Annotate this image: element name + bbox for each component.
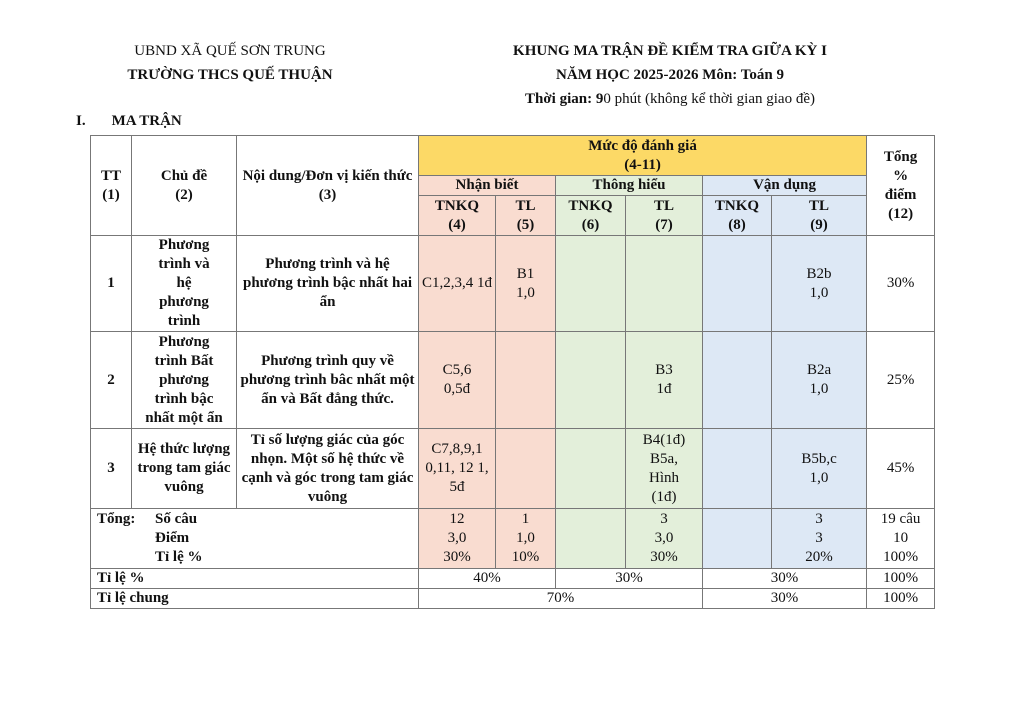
row-content: Phương trình và hệ phương trình bậc nhất hai ẩn: [237, 236, 419, 332]
cell-c9: B2a 1,0: [772, 332, 867, 429]
cell-c4: C5,6 0,5đ: [419, 332, 496, 429]
head-col-5: TL (5): [496, 196, 556, 236]
row-topic: Phương trình và hệ phương trình: [132, 236, 237, 332]
cell-c4: C7,8,9,1 0,11, 12 1,5đ: [419, 429, 496, 509]
totals-label: Tổng: Số câu Điểm Tỉ lệ %: [91, 509, 419, 569]
cell-c8: [703, 429, 772, 509]
ratio-label: Tỉ lệ %: [91, 569, 419, 589]
cell-c8: [703, 236, 772, 332]
general-label: Tỉ lệ chung: [91, 589, 419, 609]
head-col-7: TL (7): [626, 196, 703, 236]
head-topic: Chủ đề (2): [132, 136, 237, 236]
head-col-8: TNKQ (8): [703, 196, 772, 236]
totals-c6: [556, 509, 626, 569]
cell-c5: B1 1,0: [496, 236, 556, 332]
cell-c6: [556, 236, 626, 332]
row-tt: 2: [91, 332, 132, 429]
cell-c7: B3 1đ: [626, 332, 703, 429]
school-year: NĂM HỌC 2025-2026 Môn: Toán 9: [556, 67, 784, 83]
head-content: Nội dung/Đơn vị kiến thức (3): [237, 136, 419, 236]
authority-name: UBND XÃ QUẾ SƠN TRUNG: [134, 43, 326, 59]
table-row: [91, 429, 935, 509]
ratio-van-dung: 30%: [703, 569, 867, 589]
general-row: [91, 589, 935, 609]
cell-c8: [703, 332, 772, 429]
matrix-table: [90, 135, 935, 609]
cell-c5: [496, 332, 556, 429]
row-tt: 3: [91, 429, 132, 509]
ratio-nhan-biet: 40%: [419, 569, 556, 589]
table-row: [91, 236, 935, 332]
cell-c6: [556, 429, 626, 509]
cell-c7: B4(1đ) B5a, Hình (1đ): [626, 429, 703, 509]
head-total: Tổng % điểm (12): [867, 136, 935, 236]
head-tt: TT (1): [91, 136, 132, 236]
totals-c9: 3 3 20%: [772, 509, 867, 569]
cell-c9: B5b,c 1,0: [772, 429, 867, 509]
time-info: Thời gian: 90 phút (không kể thời gian giao đề): [525, 91, 815, 107]
cell-c7: [626, 236, 703, 332]
totals-row: [91, 509, 935, 569]
row-tt: 1: [91, 236, 132, 332]
head-level: Mức độ đánh giá (4-11): [419, 136, 867, 176]
head-col-6: TNKQ (6): [556, 196, 626, 236]
totals-c7: 3 3,0 30%: [626, 509, 703, 569]
row-content: Tỉ số lượng giác của góc nhọn. Một số hệ thức về cạnh và góc trong tam giác vuông: [237, 429, 419, 509]
section-heading: I. MA TRẬN: [76, 113, 182, 129]
table-row: [91, 332, 935, 429]
row-total: 25%: [867, 332, 935, 429]
ratio-total: 100%: [867, 569, 935, 589]
general-total: 100%: [867, 589, 935, 609]
head-van-dung: Vận dụng: [703, 176, 867, 196]
general-van-dung: 30%: [703, 589, 867, 609]
general-nb-th: 70%: [419, 589, 703, 609]
totals-total: 19 câu 10 100%: [867, 509, 935, 569]
row-topic: Hệ thức lượng trong tam giác vuông: [132, 429, 237, 509]
cell-c5: [496, 429, 556, 509]
head-col-9: TL (9): [772, 196, 867, 236]
row-total: 45%: [867, 429, 935, 509]
cell-c6: [556, 332, 626, 429]
head-col-4: TNKQ (4): [419, 196, 496, 236]
totals-c5: 1 1,0 10%: [496, 509, 556, 569]
ratio-thong-hieu: 30%: [556, 569, 703, 589]
school-name: TRƯỜNG THCS QUẾ THUẬN: [127, 67, 333, 83]
ratio-row: [91, 569, 935, 589]
doc-title: KHUNG MA TRẬN ĐỀ KIỂM TRA GIỮA KỲ I: [513, 43, 827, 59]
totals-c8: [703, 509, 772, 569]
head-thong-hieu: Thông hiểu: [556, 176, 703, 196]
head-nhan-biet: Nhận biết: [419, 176, 556, 196]
cell-c9: B2b 1,0: [772, 236, 867, 332]
row-content: Phương trình quy về phương trình bâc nhất một ẩn và Bất đẳng thức.: [237, 332, 419, 429]
row-total: 30%: [867, 236, 935, 332]
cell-c4: C1,2,3,4 1đ: [419, 236, 496, 332]
row-topic: Phương trình Bất phương trình bậc nhất một ẩn: [132, 332, 237, 429]
totals-c4: 12 3,0 30%: [419, 509, 496, 569]
